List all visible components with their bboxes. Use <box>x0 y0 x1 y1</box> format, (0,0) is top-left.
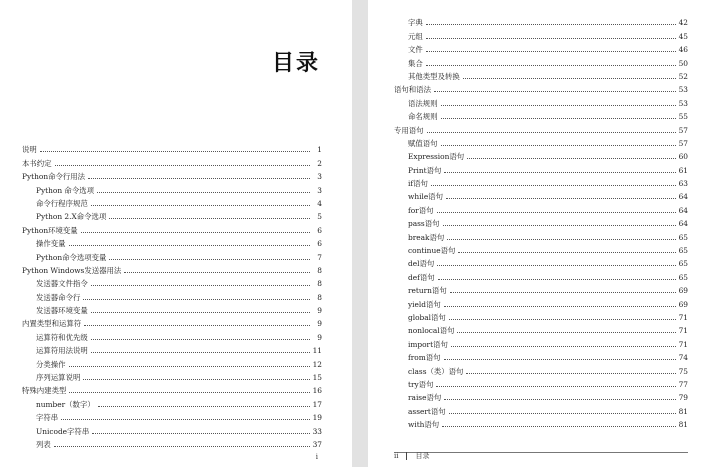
toc-entry[interactable] <box>394 402 688 415</box>
dot-leader <box>55 165 310 166</box>
toc-entry-label: Python 2.X命令选项 <box>36 212 107 222</box>
toc-entry-page: 7 <box>317 252 322 262</box>
toc-entry[interactable] <box>394 14 688 27</box>
toc-entry[interactable] <box>22 288 322 301</box>
toc-entry-page: 74 <box>678 353 688 363</box>
dot-leader <box>92 433 310 434</box>
toc-entry-label: yield语句 <box>408 299 441 309</box>
toc-entry-label: 赋值语句 <box>408 138 438 148</box>
toc-entry-page: 9 <box>317 306 322 316</box>
dot-leader <box>457 332 676 333</box>
toc-entry[interactable] <box>394 376 688 389</box>
toc-entry-label: 命名规则 <box>408 112 438 122</box>
dot-leader <box>109 259 310 260</box>
dot-leader <box>431 185 676 186</box>
toc-entry-label: try语句 <box>408 379 434 389</box>
dot-leader <box>449 319 676 320</box>
toc-entry[interactable] <box>394 175 688 188</box>
toc-entry[interactable] <box>394 228 688 241</box>
toc-entry-label: raise语句 <box>408 393 442 403</box>
toc-entry-page: 64 <box>678 205 688 215</box>
toc-entry-label: if语句 <box>408 179 428 189</box>
toc-entry-page: 65 <box>678 272 688 282</box>
toc-entry-label: 文件 <box>408 45 423 55</box>
dot-leader <box>69 245 310 246</box>
toc-entry[interactable] <box>394 161 688 174</box>
footer-rule <box>394 452 688 453</box>
toc-entry-page: 33 <box>312 426 322 436</box>
toc-entry-page: 65 <box>678 246 688 256</box>
dot-leader <box>69 392 310 393</box>
toc-entry[interactable] <box>394 94 688 107</box>
toc-entry-label: continue语句 <box>408 246 456 256</box>
dot-leader <box>88 178 310 179</box>
toc-entry[interactable] <box>394 309 688 322</box>
toc-entry-page: 19 <box>312 413 322 423</box>
toc-entry-label: assert语句 <box>408 406 446 416</box>
toc-entry[interactable] <box>22 436 322 449</box>
toc-entry-page: 15 <box>312 373 322 383</box>
toc-entry-label: global语句 <box>408 312 446 322</box>
toc-entry[interactable] <box>22 181 322 194</box>
toc-entry-label: 命令行程序规范 <box>36 198 88 208</box>
toc-entry[interactable] <box>394 27 688 40</box>
dot-leader <box>450 292 676 293</box>
dot-leader <box>83 299 310 300</box>
toc-entry[interactable] <box>394 389 688 402</box>
toc-entry-page: 53 <box>678 98 688 108</box>
dot-leader <box>426 38 676 39</box>
toc-entry-page: 71 <box>678 312 688 322</box>
toc-list-right <box>394 14 688 429</box>
toc-entry-page: 57 <box>678 125 688 135</box>
toc-entry[interactable] <box>22 141 322 154</box>
toc-entry[interactable] <box>22 355 322 368</box>
page-title: 目录 <box>272 51 321 76</box>
toc-entry-page: 46 <box>678 45 688 55</box>
toc-entry-page: 9 <box>317 319 322 329</box>
toc-entry-label: 序列运算说明 <box>36 373 81 383</box>
page-number: ii <box>394 452 399 460</box>
toc-entry-page: 16 <box>312 386 322 396</box>
toc-entry-page: 53 <box>678 85 688 95</box>
toc-entry-label: 发送器命令行 <box>36 292 81 302</box>
toc-entry-page: 8 <box>317 279 322 289</box>
dot-leader <box>436 386 676 387</box>
toc-entry-page: 9 <box>317 332 322 342</box>
toc-entry-label: pass语句 <box>408 219 440 229</box>
toc-entry-page: 11 <box>312 346 322 356</box>
toc-entry[interactable] <box>394 215 688 228</box>
toc-entry-label: 字典 <box>408 18 423 28</box>
dot-leader <box>444 306 676 307</box>
dot-leader <box>124 272 310 273</box>
dot-leader <box>437 212 677 213</box>
toc-entry-label: import语句 <box>408 339 448 349</box>
dot-leader <box>434 91 676 92</box>
dot-leader <box>91 352 310 353</box>
dot-leader <box>451 346 676 347</box>
toc-entry-page: 64 <box>678 219 688 229</box>
toc-entry[interactable] <box>22 422 322 435</box>
toc-entry-page: 63 <box>678 179 688 189</box>
dot-leader <box>463 78 676 79</box>
dot-leader <box>427 132 676 133</box>
dot-leader <box>442 426 676 427</box>
toc-entry-page: 60 <box>678 152 688 162</box>
toc-entry[interactable] <box>394 349 688 362</box>
toc-entry[interactable] <box>22 328 322 341</box>
dot-leader <box>40 151 310 152</box>
toc-entry-label: 运算符用法说明 <box>36 346 88 356</box>
toc-entry-label: 分类操作 <box>36 359 66 369</box>
toc-entry-label: 运算符和优先级 <box>36 332 88 342</box>
toc-entry-page: 37 <box>312 439 322 449</box>
toc-entry[interactable] <box>394 255 688 268</box>
dot-leader <box>437 265 676 266</box>
dot-leader <box>91 312 310 313</box>
toc-entry-label: 字符串 <box>36 413 59 423</box>
dot-leader <box>438 279 676 280</box>
toc-entry[interactable] <box>22 315 322 328</box>
dot-leader <box>449 413 676 414</box>
toc-entry-label: Print语句 <box>408 165 442 175</box>
toc-entry[interactable] <box>394 416 688 429</box>
toc-entry[interactable] <box>22 302 322 315</box>
toc-entry[interactable] <box>394 68 688 81</box>
toc-entry-page: 69 <box>678 299 688 309</box>
dot-leader <box>441 105 676 106</box>
dot-leader <box>441 145 676 146</box>
dot-leader <box>467 158 676 159</box>
toc-entry-label: 本书约定 <box>22 158 52 168</box>
toc-entry[interactable] <box>22 369 322 382</box>
toc-entry-label: Unicode字符串 <box>36 426 90 436</box>
dot-leader <box>81 232 310 233</box>
toc-entry[interactable] <box>394 108 688 121</box>
toc-entry-label: Python命令行用法 <box>22 172 86 182</box>
dot-leader <box>61 419 310 420</box>
dot-leader <box>458 252 676 253</box>
toc-entry[interactable] <box>22 248 322 261</box>
toc-entry-page: 45 <box>678 31 688 41</box>
dot-leader <box>443 225 676 226</box>
toc-entry[interactable] <box>22 168 322 181</box>
toc-list-left <box>22 141 322 449</box>
toc-entry[interactable] <box>394 335 688 348</box>
toc-entry-page: 17 <box>312 399 322 409</box>
toc-entry-page: 5 <box>317 212 322 222</box>
toc-entry-page: 71 <box>678 339 688 349</box>
toc-entry[interactable] <box>394 135 688 148</box>
toc-entry[interactable] <box>394 322 688 335</box>
dot-leader <box>446 198 676 199</box>
dot-leader <box>444 399 676 400</box>
toc-entry-page: 42 <box>678 18 688 28</box>
dot-leader <box>466 373 676 374</box>
toc-entry-label: 特殊内建类型 <box>22 386 67 396</box>
toc-entry-page: 2 <box>317 158 322 168</box>
dot-leader <box>91 205 310 206</box>
toc-entry-page: 3 <box>317 172 322 182</box>
toc-entry-page: 81 <box>678 406 688 416</box>
toc-entry-label: with语句 <box>408 420 440 430</box>
toc-entry-label: Python Windows发送器用法 <box>22 265 122 275</box>
toc-entry[interactable] <box>394 121 688 134</box>
toc-entry[interactable] <box>394 41 688 54</box>
toc-entry-page: 61 <box>678 165 688 175</box>
toc-entry[interactable] <box>22 262 322 275</box>
toc-entry-label: Expression语句 <box>408 152 465 162</box>
toc-entry-page: 50 <box>678 58 688 68</box>
dot-leader <box>441 118 676 119</box>
toc-entry-label: for语句 <box>408 205 434 215</box>
toc-entry-label: 元组 <box>408 31 423 41</box>
page-number: i <box>315 453 318 461</box>
toc-entry[interactable] <box>22 342 322 355</box>
toc-entry-label: 集合 <box>408 58 423 68</box>
toc-entry[interactable] <box>22 195 322 208</box>
toc-entry[interactable] <box>394 148 688 161</box>
toc-entry-page: 65 <box>678 259 688 269</box>
toc-entry-page: 79 <box>678 393 688 403</box>
toc-entry-label: Python命令选项变量 <box>36 252 107 262</box>
running-title: 目录 <box>415 452 430 460</box>
toc-entry[interactable] <box>394 282 688 295</box>
dot-leader <box>426 51 676 52</box>
dot-leader <box>426 65 676 66</box>
toc-entry-label: number（数字） <box>36 399 95 409</box>
toc-entry-page: 69 <box>678 286 688 296</box>
toc-entry[interactable] <box>394 295 688 308</box>
dot-leader <box>91 285 310 286</box>
toc-entry-label: while语句 <box>408 192 443 202</box>
dot-leader <box>91 339 310 340</box>
toc-entry-label: 发送器环境变量 <box>36 306 88 316</box>
toc-entry[interactable] <box>22 208 322 221</box>
toc-entry-label: Python 命令选项 <box>36 185 94 195</box>
toc-entry-label: def语句 <box>408 272 435 282</box>
toc-entry-page: 6 <box>317 239 322 249</box>
toc-entry[interactable] <box>394 268 688 281</box>
dot-leader <box>98 406 310 407</box>
toc-entry-page: 8 <box>317 265 322 275</box>
dot-leader <box>83 379 310 380</box>
toc-entry-page: 77 <box>678 379 688 389</box>
toc-entry-label: nonlocal语句 <box>408 326 455 336</box>
toc-entry-page: 52 <box>678 71 688 81</box>
dot-leader <box>69 366 310 367</box>
dot-leader <box>444 172 676 173</box>
toc-entry-label: 语句和语法 <box>394 85 431 95</box>
toc-entry[interactable] <box>22 395 322 408</box>
dot-leader <box>447 239 676 240</box>
toc-entry[interactable] <box>394 81 688 94</box>
toc-entry-page: 64 <box>678 192 688 202</box>
toc-entry-page: 1 <box>317 145 322 155</box>
dot-leader <box>54 446 310 447</box>
toc-entry-label: return语句 <box>408 286 447 296</box>
toc-entry[interactable] <box>22 154 322 167</box>
toc-entry-page: 8 <box>317 292 322 302</box>
toc-entry-page: 4 <box>317 198 322 208</box>
toc-entry-label: 列表 <box>36 439 51 449</box>
toc-entry-page: 3 <box>317 185 322 195</box>
dot-leader <box>97 192 310 193</box>
toc-entry-label: del语句 <box>408 259 435 269</box>
toc-entry-label: 内置类型和运算符 <box>22 319 82 329</box>
left-page <box>0 0 352 467</box>
toc-entry-page: 55 <box>678 112 688 122</box>
toc-entry[interactable] <box>22 235 322 248</box>
toc-entry-label: class（类）语句 <box>408 366 464 376</box>
dot-leader <box>426 24 676 25</box>
toc-entry-page: 6 <box>317 225 322 235</box>
toc-entry-page: 71 <box>678 326 688 336</box>
toc-entry[interactable] <box>394 201 688 214</box>
toc-entry-page: 81 <box>678 420 688 430</box>
toc-entry-page: 57 <box>678 138 688 148</box>
right-page <box>368 0 720 467</box>
toc-entry[interactable] <box>394 54 688 67</box>
footer-separator <box>406 452 407 460</box>
toc-entry-page: 65 <box>678 232 688 242</box>
toc-entry-label: 发送器文件指令 <box>36 279 88 289</box>
toc-entry[interactable] <box>22 382 322 395</box>
toc-entry[interactable] <box>22 221 322 234</box>
toc-entry[interactable] <box>394 362 688 375</box>
toc-entry[interactable] <box>22 409 322 422</box>
toc-entry-label: 专用语句 <box>394 125 424 135</box>
toc-entry-label: break语句 <box>408 232 445 242</box>
toc-entry-label: 说明 <box>22 145 37 155</box>
toc-entry[interactable] <box>394 188 688 201</box>
toc-entry-label: 操作变量 <box>36 239 66 249</box>
toc-entry-label: 其他类型及转换 <box>408 71 460 81</box>
dot-leader <box>109 218 310 219</box>
book-gutter <box>352 0 368 467</box>
page-footer <box>394 451 429 461</box>
toc-entry-page: 75 <box>678 366 688 376</box>
dot-leader <box>444 359 676 360</box>
dot-leader <box>84 325 310 326</box>
toc-entry-page: 12 <box>312 359 322 369</box>
toc-entry[interactable] <box>22 275 322 288</box>
toc-entry-label: from语句 <box>408 353 441 363</box>
toc-entry-label: 语法规则 <box>408 98 438 108</box>
toc-entry[interactable] <box>394 242 688 255</box>
toc-entry-label: Python环境变量 <box>22 225 78 235</box>
